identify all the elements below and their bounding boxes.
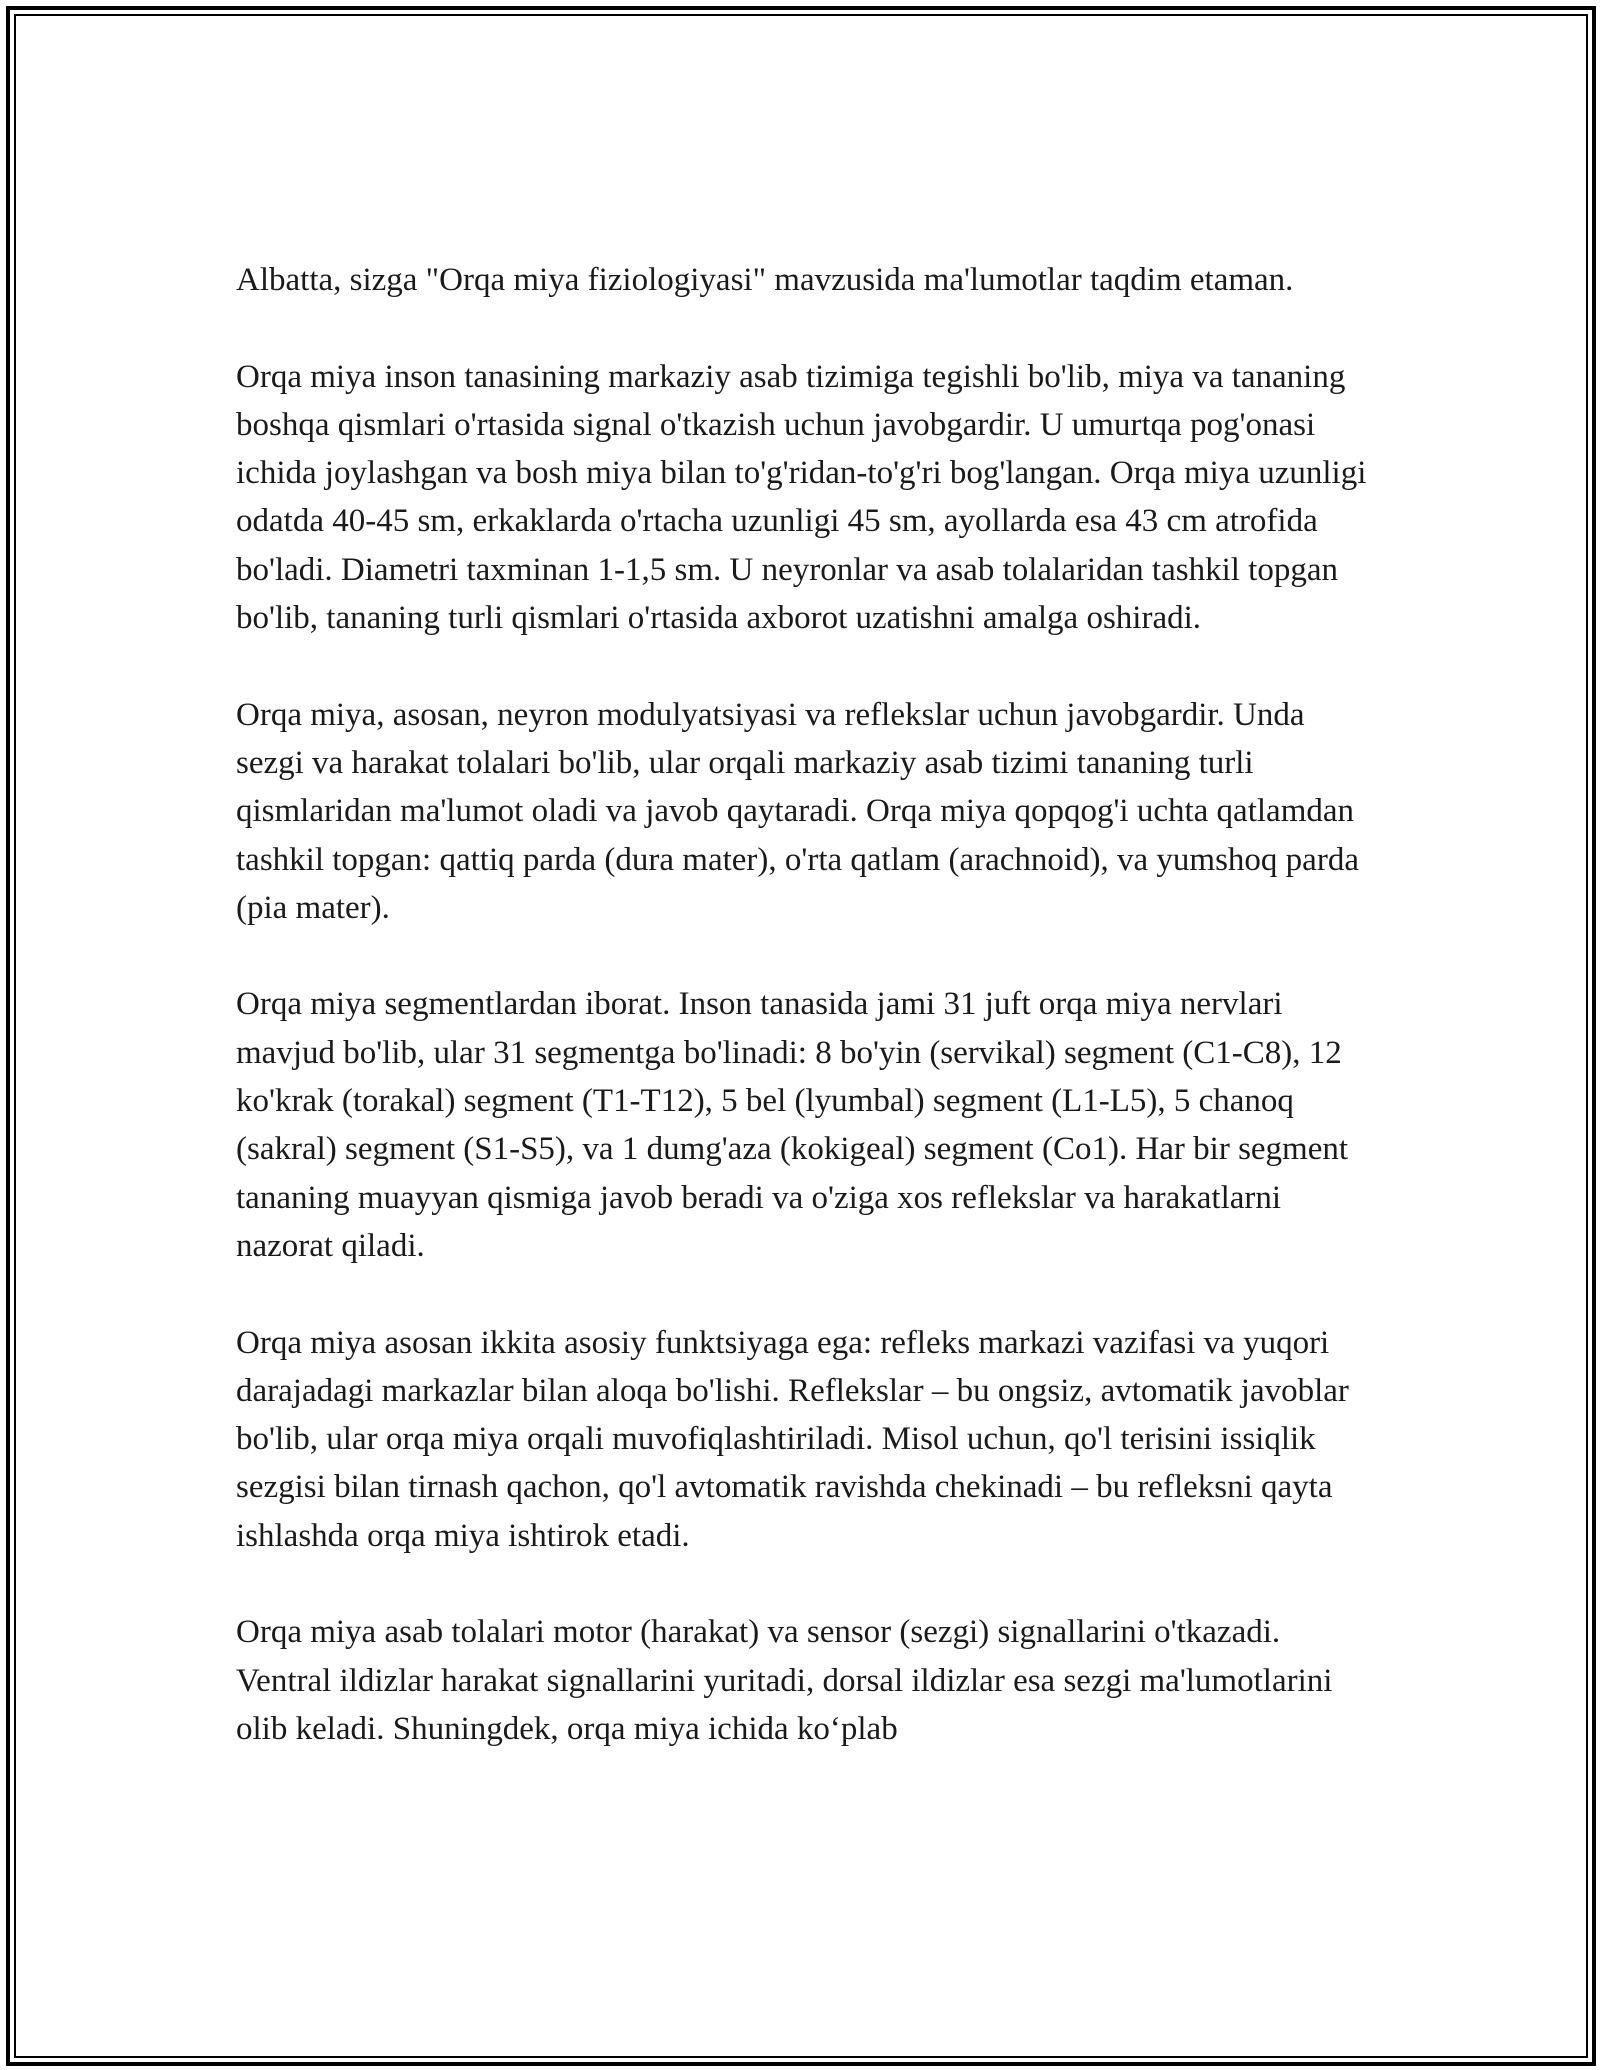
paragraph-segments: Orqa miya segmentlardan iborat. Inson tanasida jami 31 juft orqa miya nervlari mavjud bo'lib, ular 31 segmentga bo'linadi: 8 bo'yin (servikal) segment (C1-C8), 12 ko'krak (torakal) segment (T1-T12), 5 bel (lyumbal) segment (L1-L5), 5 chanoq (sakral) segment (S1-S5), va 1 dumg'aza (kokigeal) segment (Co1). Har bir segment tananing muayyan qismiga javob beradi va o'ziga xos reflekslar va harakatlarni nazorat qiladi. xyxy=(236,986,1349,1264)
paragraph-intro: Albatta, sizga "Orqa miya fiziologiyasi" mavzusida ma'lumotlar taqdim etaman. xyxy=(236,262,1294,298)
paragraph-nerve-fibers: Orqa miya asab tolalari motor (harakat) va sensor (sezgi) signallarini o'tkazadi. Ventral ildizlar harakat signallarini yuritadi, dorsal ildizlar esa sezgi ma'lumotlarini olib keladi. Shuningdek, orqa miya ichida ko‘plab xyxy=(236,1614,1333,1747)
paragraph-overview: Orqa miya inson tanasining markaziy asab tizimiga tegishli bo'lib, miya va tananing boshqa qismlari o'rtasida signal o'tkazish uchun javobgardir. U umurtqa pog'onasi ichida joylashgan va bosh miya bilan to'g'ridan-to'g'ri bog'langan. Orqa miya uzunligi odatda 40-45 sm, erkaklarda o'rtacha uzunligi 45 sm, ayollarda esa 43 cm atrofida bo'ladi. Diametri taxminan 1-1,5 sm. U neyronlar va asab tolalaridan tashkil topgan bo'lib, tananing turli qismlari o'rtasida axborot uzatishni amalga oshiradi. xyxy=(236,358,1367,637)
document-body xyxy=(236,256,1376,1802)
paragraph-functions: Orqa miya, asosan, neyron modulyatsiyasi va reflekslar uchun javobgardir. Unda sezgi va harakat tolalari bo'lib, ular orqali markaziy asab tizimi tananing turli qismlaridan ma'lumot oladi va javob qaytaradi. Orqa miya qopqog'i uchta qatlamdan tashkil topgan: qattiq parda (dura mater), o'rta qatlam (arachnoid), va yumshoq parda (pia mater). xyxy=(236,696,1359,926)
paragraph-reflexes: Orqa miya asosan ikkita asosiy funktsiyaga ega: refleks markazi vazifasi va yuqori darajadagi markazlar bilan aloqa bo'lishi. Reflekslar – bu ongsiz, avtomatik javoblar bo'lib, ular orqa miya orqali muvofiqlashtiriladi. Misol uchun, qo'l terisini issiqlik sezgisi bilan tirnash qachon, qo'l avtomatik ravishda chekinadi – bu refleksni qayta ishlashda orqa miya ishtirok etadi. xyxy=(236,1324,1349,1554)
